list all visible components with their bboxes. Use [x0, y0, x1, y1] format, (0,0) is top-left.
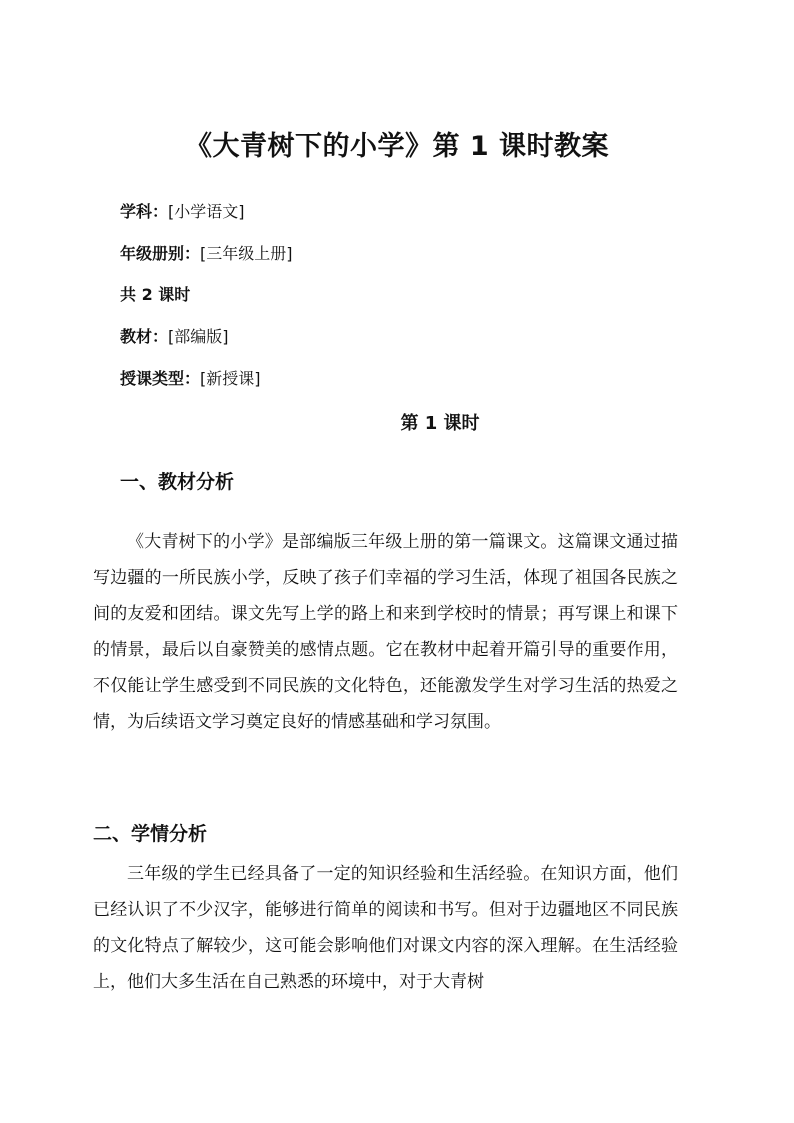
meta-lesson-type — [120, 368, 261, 390]
document-title: 《大青树下的小学》第 1 课时教案 — [184, 131, 610, 162]
lesson-heading: 第 1 课时 — [400, 413, 480, 434]
textbook-value: [部编版] — [168, 327, 229, 346]
meta-subject — [120, 201, 245, 223]
lesson-type-label: 授课类型： — [120, 369, 201, 388]
subject-value: [小学语文] — [168, 202, 245, 221]
section-heading-student-analysis: 二、学情分析 — [93, 823, 208, 845]
meta-total-lessons — [120, 284, 190, 306]
total-lessons: 共 2 课时 — [120, 285, 191, 304]
grade-label: 年级册别： — [120, 244, 201, 263]
section-paragraph-material-analysis: 《大青树下的小学》是部编版三年级上册的第一篇课文。这篇课文通过描写边疆的一所民族小学，反映了孩子们幸福的学习生活，体现了祖国各民族之间的友爱和团结。课文先写上学的路上和来到学校时的情景；再写课上和课下的情景，最后以自豪赞美的感情点题。它在教材中起着开篇引导的重要作用，不仅能让学生感受到不同民族的文化特色，还能激发学生对学习生活的热爱之情，为后续语文学习奠定良好的情感基础和学习氛围。 — [93, 532, 678, 732]
meta-grade — [120, 243, 293, 265]
lesson-type-value: [新授课] — [200, 369, 261, 388]
section-heading-material-analysis: 一、教材分析 — [120, 471, 235, 493]
textbook-label: 教材： — [120, 327, 169, 346]
grade-value: [三年级上册] — [200, 244, 293, 263]
section-paragraph-student-analysis: 三年级的学生已经具备了一定的知识经验和生活经验。在知识方面，他们已经认识了不少汉字，能够进行简单的阅读和书写。但对于边疆地区不同民族的文化特点了解较少，这可能会影响他们对课文内容的深入理解。在生活经验上，他们大多生活在自己熟悉的环境中，对于大青树 — [93, 864, 678, 992]
subject-label: 学科： — [120, 202, 169, 221]
meta-textbook — [120, 326, 229, 348]
